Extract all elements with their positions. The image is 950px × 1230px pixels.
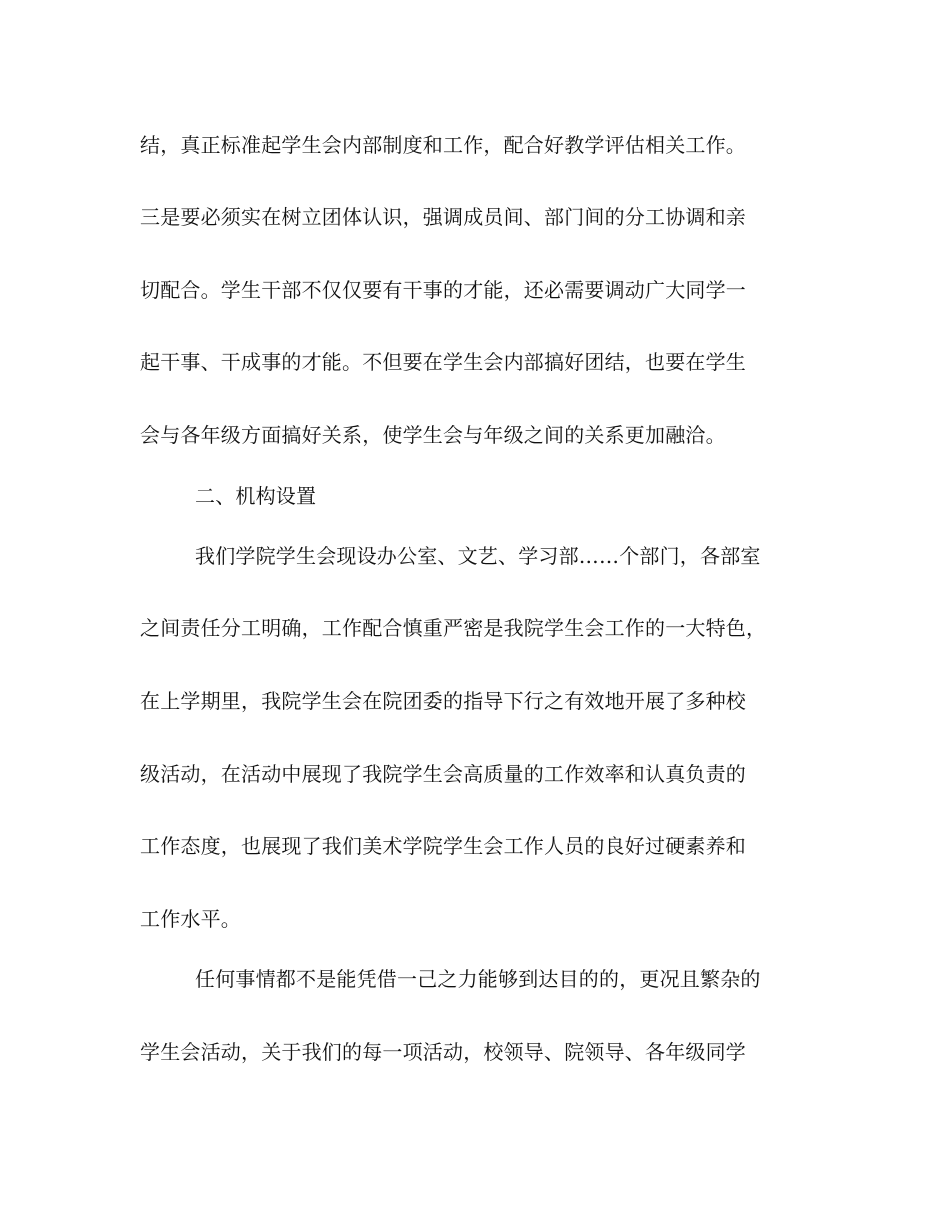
paragraph-line: 任何事情都不是能凭借一己之力能够到达目的的，更况且繁杂的 — [195, 967, 761, 991]
section-heading: 二、机构设置 — [195, 484, 317, 508]
paragraph-line: 级活动，在活动中展现了我院学生会高质量的工作效率和认真负责的 — [140, 762, 746, 786]
paragraph-line: 会与各年级方面搞好关系，使学生会与年级之间的关系更加融洽。 — [140, 423, 726, 447]
paragraph-line: 结，真正标准起学生会内部制度和工作，配合好教学评估相关工作。 — [140, 133, 746, 157]
paragraph-line: 三是要必须实在树立团体认识，强调成员间、部门间的分工协调和亲 — [140, 205, 746, 229]
paragraph-line: 起干事、干成事的才能。不但要在学生会内部搞好团结，也要在学生 — [140, 350, 746, 374]
paragraph-line: 我们学院学生会现设办公室、文艺、学习部……个部门，各部室 — [195, 544, 761, 568]
paragraph-line: 之间责任分工明确，工作配合慎重严密是我院学生会工作的一大特色， — [140, 616, 767, 640]
paragraph-line: 在上学期里，我院学生会在院团委的指导下行之有效地开展了多种校 — [140, 689, 746, 713]
paragraph-line: 工作态度，也展现了我们美术学院学生会工作人员的良好过硬素养和 — [140, 834, 746, 858]
paragraph-line: 学生会活动，关于我们的每一项活动，校领导、院领导、各年级同学 — [140, 1040, 746, 1064]
paragraph-line: 切配合。学生干部不仅仅要有干事的才能，还必需要调动广大同学一 — [140, 278, 746, 302]
paragraph-line: 工作水平。 — [140, 907, 241, 931]
